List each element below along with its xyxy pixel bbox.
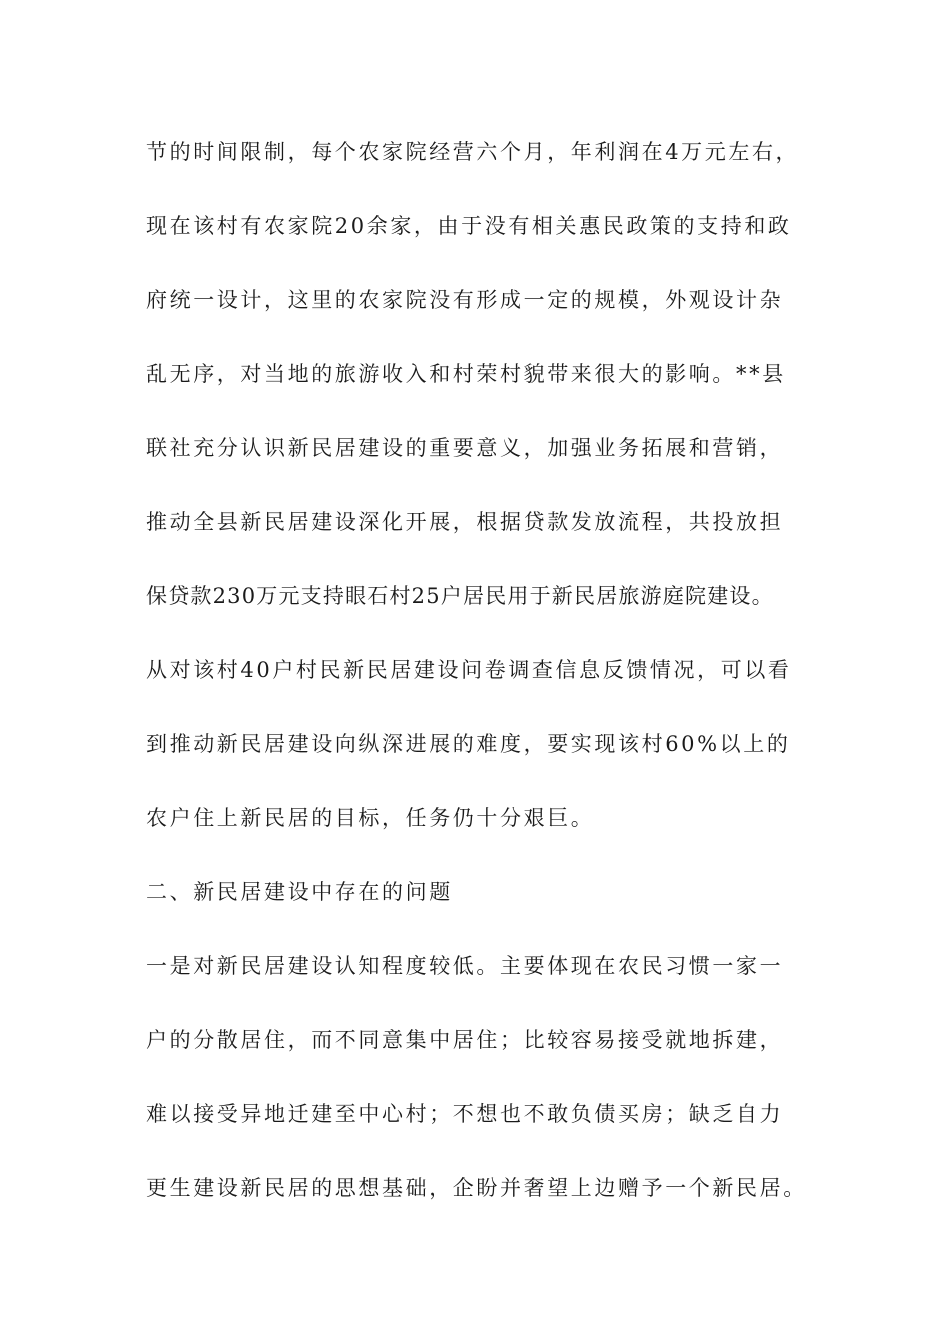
- body-text-line: 难以接受异地迁建至中心村；不想也不敢负债买房；缺乏自力: [146, 1102, 784, 1126]
- body-text-line: 保贷款230万元支持眼石村25户居民用于新民居旅游庭院建设。: [146, 584, 774, 608]
- body-text-line: 节的时间限制，每个农家院经营六个月，年利润在4万元左右，: [146, 140, 800, 164]
- body-text-line: 从对该村40户村民新民居建设问卷调查信息反馈情况，可以看: [146, 658, 792, 682]
- body-text-line: 府统一设计，这里的农家院没有形成一定的规模，外观设计杂: [146, 288, 784, 312]
- body-text-line: 联社充分认识新民居建设的重要意义，加强业务拓展和营销，: [146, 436, 784, 460]
- body-text-line: 户的分散居住，而不同意集中居住；比较容易接受就地拆建，: [146, 1028, 784, 1052]
- section-heading: 二、新民居建设中存在的问题: [146, 880, 453, 904]
- body-text-line: 一是对新民居建设认知程度较低。主要体现在农民习惯一家一: [146, 954, 784, 978]
- body-text-line: 农户住上新民居的目标，任务仍十分艰巨。: [146, 806, 595, 830]
- body-text-line: 更生建设新民居的思想基础，企盼并奢望上边赠予一个新民居。: [146, 1176, 807, 1200]
- body-text-line: 现在该村有农家院20余家，由于没有相关惠民政策的支持和政: [146, 214, 792, 238]
- body-text-line: 推动全县新民居建设深化开展，根据贷款发放流程，共投放担: [146, 510, 784, 534]
- body-text-line: 乱无序，对当地的旅游收入和村荣村貌带来很大的影响。**县: [146, 362, 786, 386]
- body-text-line: 到推动新民居建设向纵深进展的难度，要实现该村60%以上的: [146, 732, 791, 756]
